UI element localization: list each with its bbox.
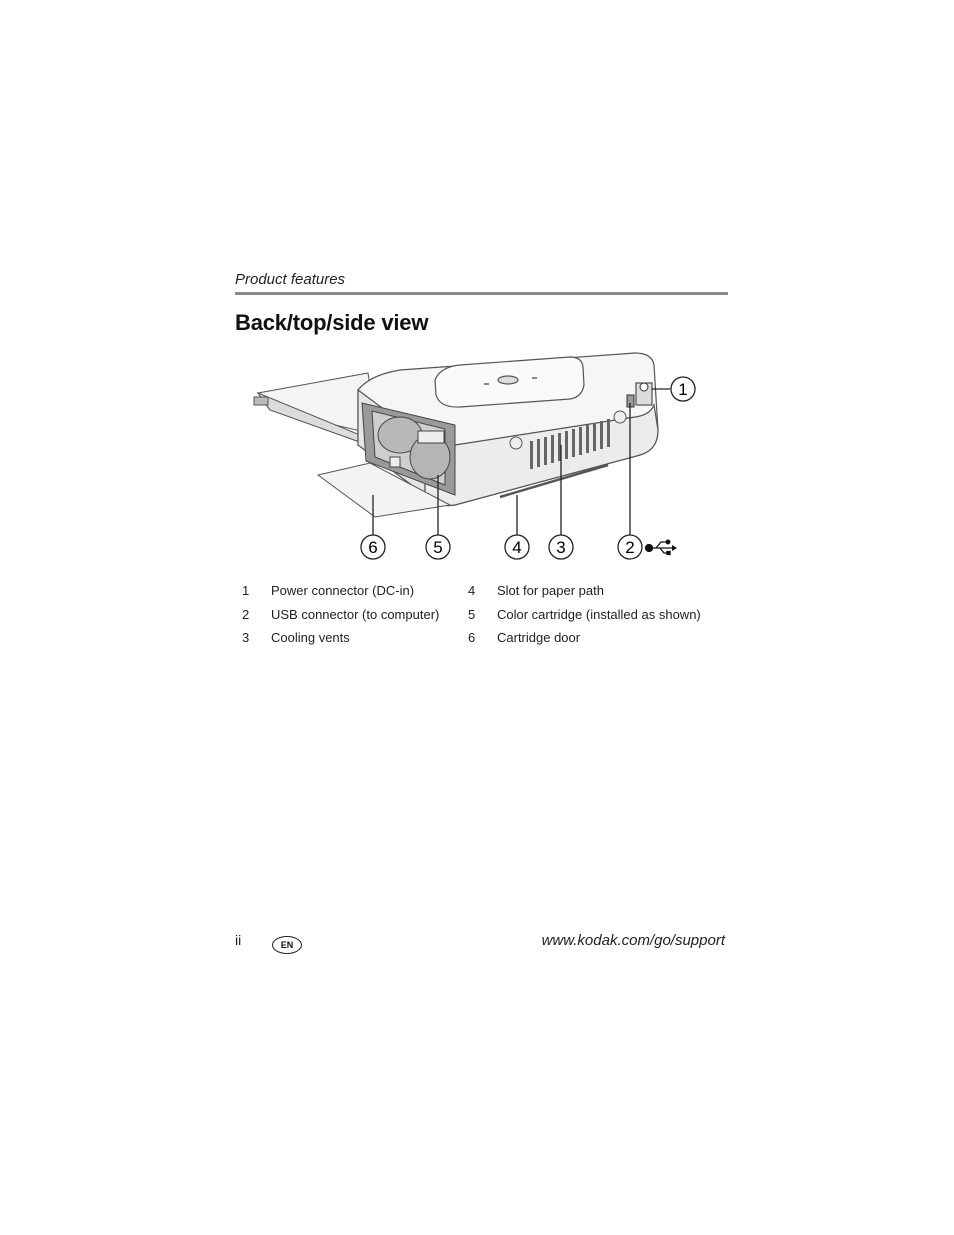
- legend-label: Cartridge door: [497, 630, 581, 645]
- header-rule: [235, 292, 728, 295]
- svg-text:2: 2: [625, 538, 635, 557]
- legend-number: 5: [468, 607, 476, 622]
- legend-number: 4: [468, 583, 476, 598]
- page-title: Back/top/side view: [235, 310, 429, 335]
- callout-3: [549, 535, 573, 559]
- svg-text:6: 6: [368, 538, 378, 557]
- legend-label: Color cartridge (installed as shown): [497, 607, 701, 622]
- language-badge: EN: [272, 936, 302, 954]
- legend-number: 3: [242, 630, 250, 645]
- legend-number: 6: [468, 630, 476, 645]
- svg-text:5: 5: [433, 538, 443, 557]
- svg-text:4: 4: [512, 538, 522, 557]
- callout-6: [361, 535, 385, 559]
- callout-2: [618, 535, 642, 559]
- legend-number: 1: [242, 583, 250, 598]
- legend-label: Power connector (DC-in): [271, 583, 415, 598]
- legend-number: 2: [242, 607, 250, 622]
- printer-illustration: [240, 345, 710, 570]
- svg-text:3: 3: [556, 538, 566, 557]
- callout-4: [505, 535, 529, 559]
- page-number: ii: [235, 932, 242, 948]
- callout-5: [426, 535, 450, 559]
- support-url[interactable]: www.kodak.com/go/support: [541, 932, 725, 949]
- legend-label: USB connector (to computer): [271, 607, 440, 622]
- legend-label: Cooling vents: [271, 630, 350, 645]
- section-header: Product features: [235, 271, 346, 288]
- legend-label: Slot for paper path: [497, 583, 604, 598]
- callout-1: [671, 377, 695, 401]
- svg-text:1: 1: [678, 380, 688, 399]
- usb-icon: [646, 540, 678, 554]
